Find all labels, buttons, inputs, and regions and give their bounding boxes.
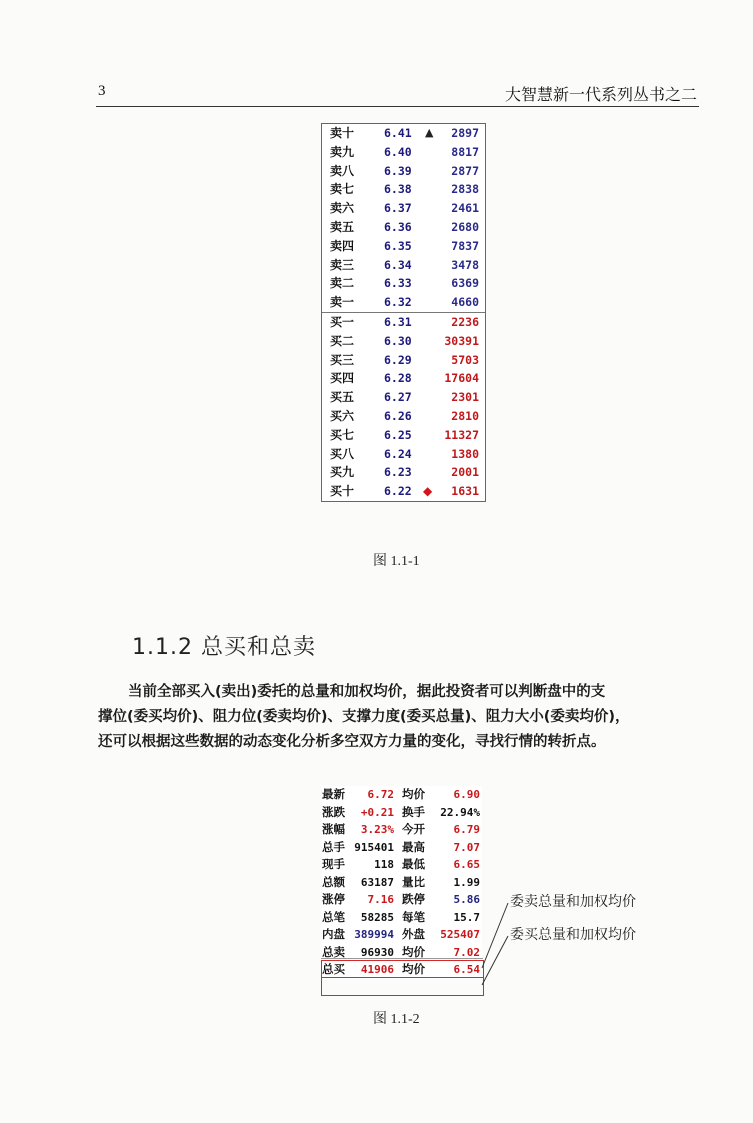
order-label: 卖二 — [330, 276, 355, 291]
quote-label: 总额 — [322, 874, 345, 889]
buy-leader-line — [482, 936, 508, 985]
quote-value: 915401 — [354, 840, 394, 854]
order-volume: 2001 — [451, 465, 479, 480]
order-label: 卖六 — [330, 201, 355, 216]
order-volume: 17604 — [444, 371, 479, 386]
sell-annotation: 委卖总量和加权均价 — [510, 894, 636, 910]
order-price: 6.40 — [384, 144, 412, 159]
order-label: 卖九 — [330, 144, 355, 159]
quote-value: 3.23% — [360, 823, 394, 836]
quote-value: 118 — [374, 858, 394, 871]
quote-label: 最高 — [402, 839, 425, 854]
order-volume: 2838 — [451, 182, 479, 197]
quote-value: +0.21 — [360, 805, 394, 819]
figure-caption: 图 1.1-2 — [373, 1012, 420, 1027]
quote-label: 量比 — [402, 874, 425, 889]
order-price: 6.36 — [384, 219, 412, 234]
section-heading: 1.1.2 总买和总卖 — [132, 635, 316, 660]
order-price: 6.23 — [384, 465, 412, 480]
quote-value: 15.7 — [453, 910, 480, 924]
quote-label: 换手 — [402, 804, 425, 819]
quote-value: 22.94% — [440, 805, 480, 819]
order-label: 卖一 — [330, 295, 355, 310]
order-price: 6.32 — [384, 295, 412, 310]
quote-label: 涨停 — [322, 892, 345, 906]
quote-label: 总买 — [322, 962, 345, 976]
quote-value: 7.16 — [367, 893, 394, 906]
order-price: 6.28 — [384, 371, 412, 386]
order-label: 买六 — [330, 408, 355, 423]
order-price: 6.37 — [384, 201, 412, 216]
quote-label: 总卖 — [322, 944, 345, 959]
order-volume: 5703 — [451, 352, 479, 367]
order-volume: 2461 — [451, 201, 479, 216]
order-price: 6.31 — [384, 314, 412, 329]
paragraph-line: 还可以根据这些数据的动态变化分析多空双方力量的变化，寻找行情的转折点。 — [98, 734, 606, 750]
order-volume: 8817 — [451, 144, 479, 159]
order-price: 6.38 — [384, 182, 412, 197]
quote-label: 最新 — [322, 787, 345, 801]
order-price: 6.35 — [384, 238, 412, 253]
order-label: 卖三 — [330, 257, 355, 272]
sell-leader-line — [482, 903, 508, 968]
quote-value: 6.65 — [453, 858, 480, 871]
order-volume: 1631 — [451, 484, 479, 499]
order-label: 卖八 — [330, 163, 355, 178]
order-volume: 2301 — [451, 390, 479, 405]
quote-label: 每笔 — [402, 909, 425, 924]
quote-label: 今开 — [402, 822, 425, 836]
quote-label: 总笔 — [322, 909, 345, 924]
quote-value: 5.86 — [453, 893, 480, 906]
quote-value: 525407 — [440, 928, 480, 941]
quote-label: 均价 — [402, 962, 425, 976]
order-label: 买一 — [330, 314, 355, 329]
order-volume: 7837 — [451, 238, 479, 253]
quote-label: 跌停 — [402, 892, 425, 906]
quote-label: 现手 — [322, 857, 345, 871]
quote-label: 涨跌 — [322, 804, 345, 819]
order-label: 买七 — [330, 427, 355, 442]
quote-value: 6.90 — [453, 788, 480, 801]
quote-value: 6.79 — [453, 823, 480, 836]
order-volume: 11327 — [444, 427, 479, 442]
order-volume: 3478 — [451, 257, 479, 272]
quote-label: 内盘 — [322, 927, 345, 941]
quote-label: 涨幅 — [322, 822, 345, 836]
order-label: 卖七 — [330, 182, 355, 197]
quote-value: 6.54 — [453, 963, 480, 976]
header-title: 大智慧新一代系列丛书之二 — [504, 85, 697, 104]
quote-value: 63187 — [360, 875, 394, 889]
order-price: 6.29 — [384, 352, 412, 367]
order-price: 6.33 — [384, 276, 412, 291]
quote-label: 总手 — [322, 839, 345, 854]
order-label: 买五 — [330, 390, 355, 405]
order-label: 买九 — [330, 465, 355, 480]
order-label: 买十 — [330, 484, 355, 499]
order-label: 买四 — [330, 371, 355, 386]
quote-value: 7.07 — [453, 840, 480, 854]
order-price: 6.34 — [384, 257, 412, 272]
order-price: 6.25 — [384, 427, 412, 442]
quote-value: 6.72 — [367, 788, 394, 801]
order-volume: 30391 — [444, 333, 479, 348]
quote-value: 1.99 — [453, 875, 480, 889]
quote-label: 最低 — [402, 857, 425, 871]
page-number: 3 — [98, 83, 106, 99]
arrow-up-icon: ▲ — [425, 126, 434, 139]
order-volume: 4660 — [451, 295, 479, 310]
figure-caption: 图 1.1-1 — [373, 554, 420, 569]
order-volume: 6369 — [451, 276, 479, 291]
quote-label: 均价 — [402, 787, 425, 801]
order-price: 6.24 — [384, 446, 412, 461]
order-volume: 2897 — [451, 126, 479, 140]
order-label: 卖十 — [330, 126, 355, 140]
quote-label: 外盘 — [402, 927, 425, 941]
quote-label: 均价 — [402, 944, 425, 959]
order-label: 卖四 — [330, 238, 355, 253]
paragraph-line: 当前全部买入(卖出)委托的总量和加权均价，据此投资者可以判断盘中的支 — [128, 684, 606, 700]
quote-value: 7.02 — [453, 945, 480, 959]
order-volume: 2236 — [451, 314, 479, 329]
quote-value: 58285 — [360, 910, 394, 924]
diamond-icon: ◆ — [423, 484, 433, 499]
order-price: 6.41 — [384, 126, 412, 140]
order-volume: 2877 — [451, 163, 479, 178]
order-label: 卖五 — [330, 219, 355, 234]
order-label: 买三 — [330, 352, 355, 367]
order-volume: 2680 — [451, 219, 479, 234]
order-label: 买八 — [330, 446, 355, 461]
order-price: 6.27 — [384, 390, 412, 405]
quote-value: 389994 — [354, 928, 394, 941]
buy-annotation: 委买总量和加权均价 — [510, 927, 636, 943]
quote-value: 96930 — [360, 945, 394, 959]
order-label: 买二 — [330, 333, 355, 348]
order-price: 6.26 — [384, 408, 412, 423]
order-volume: 1380 — [451, 446, 479, 461]
paragraph-line: 撑位(委买均价)、阻力位(委卖均价)、支撑力度(委买总量)、阻力大小(委卖均价)， — [98, 709, 630, 725]
order-price: 6.39 — [384, 163, 412, 178]
order-price: 6.30 — [384, 333, 412, 348]
quote-value: 41906 — [360, 963, 394, 976]
order-price: 6.22 — [384, 484, 412, 499]
order-volume: 2810 — [451, 408, 479, 423]
